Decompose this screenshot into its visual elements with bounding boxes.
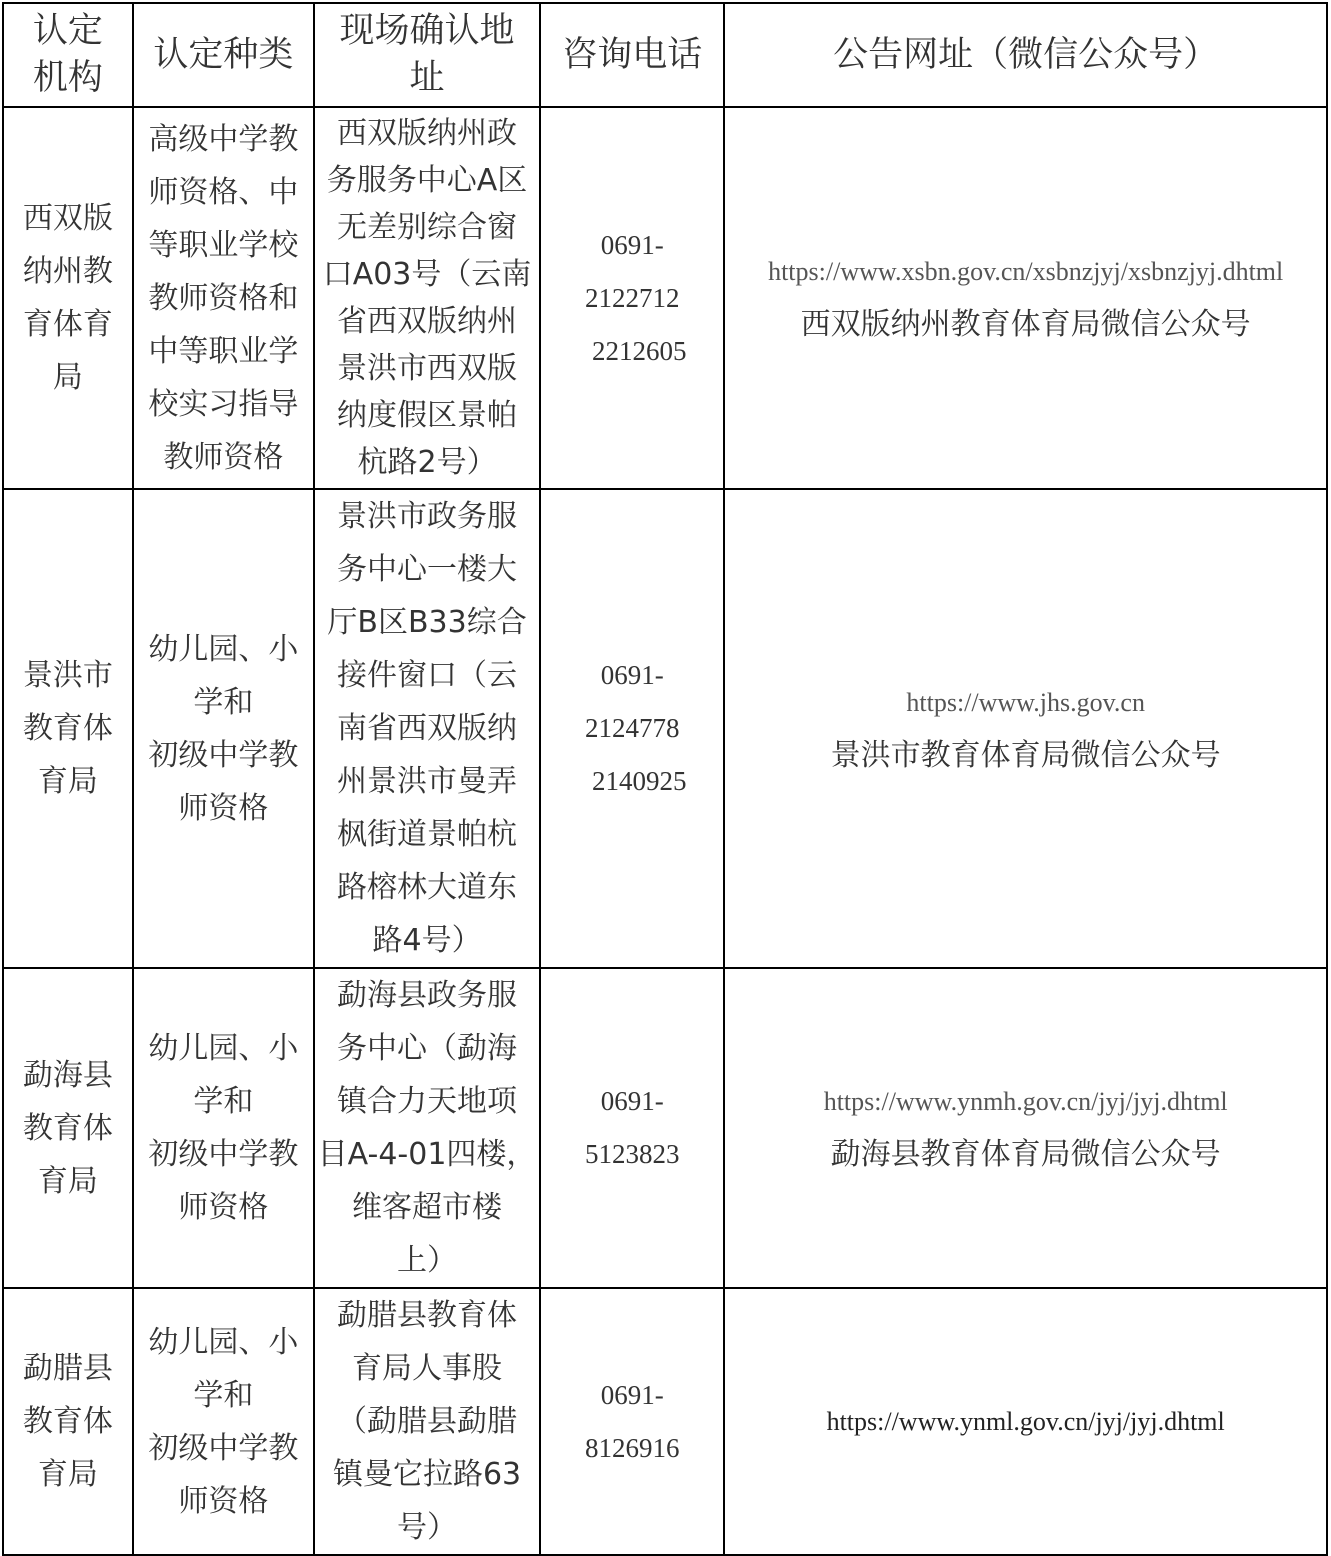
- phone-cell: 0691- 5123823: [540, 968, 724, 1288]
- table-row: [3, 968, 1327, 1288]
- type-cell: 幼儿园、小 学和 初级中学教 师资格: [133, 489, 314, 968]
- header-url: 公告网址（微信公众号）: [724, 3, 1327, 107]
- announcement-link[interactable]: https://www.ynml.gov.cn/jyj/jyj.dhtml: [826, 1407, 1225, 1436]
- url-cell: [724, 968, 1327, 1288]
- header-type: 认定种类: [133, 3, 314, 107]
- header-phone: 咨询电话: [540, 3, 724, 107]
- org-cell: 西双版 纳州教 育体育 局: [3, 107, 133, 489]
- announcement-link[interactable]: https://www.ynmh.gov.cn/jyj/jyj.dhtml: [823, 1087, 1228, 1116]
- wechat-account: 勐海县教育体育局微信公众号: [830, 1137, 1221, 1172]
- table-row: [3, 1288, 1327, 1555]
- org-cell: 勐腊县 教育体 育局: [3, 1288, 133, 1555]
- certification-table: [2, 2, 1328, 1556]
- type-cell: 高级中学教 师资格、中 等职业学校 教师资格和 中等职业学 校实习指导 教师资格: [133, 107, 314, 489]
- type-cell: 幼儿园、小 学和 初级中学教 师资格: [133, 1288, 314, 1555]
- type-cell: 幼儿园、小 学和 初级中学教 师资格: [133, 968, 314, 1288]
- wechat-account: 西双版纳州教育体育局微信公众号: [800, 307, 1251, 342]
- wechat-account: 景洪市教育体育局微信公众号: [830, 737, 1221, 773]
- phone-cell: 0691- 2124778 2140925: [540, 489, 724, 968]
- table-row: [3, 489, 1327, 968]
- phone-cell: 0691- 2122712 2212605: [540, 107, 724, 489]
- table-row: [3, 107, 1327, 489]
- announcement-link[interactable]: https://www.xsbn.gov.cn/xsbnzjyj/xsbnzjyj.dhtml: [768, 257, 1284, 286]
- announcement-link[interactable]: https://www.jhs.gov.cn: [906, 687, 1145, 717]
- address-cell: 西双版纳州政 务服务中心A区 无差别综合窗 口A03号（云南 省西双版纳州 景洪市西双版 纳度假区景帕 杭路2号）: [314, 107, 540, 489]
- header-row: [3, 3, 1327, 107]
- url-cell: [724, 489, 1327, 968]
- phone-cell: 0691- 8126916: [540, 1288, 724, 1555]
- url-cell: [724, 107, 1327, 489]
- address-cell: 勐腊县教育体 育局人事股 （勐腊县勐腊 镇曼它拉路63 号）: [314, 1288, 540, 1555]
- address-cell: 勐海县政务服 务中心（勐海 镇合力天地项 目A-4-01四楼， 维客超市楼 上）: [314, 968, 540, 1288]
- org-cell: 勐海县 教育体 育局: [3, 968, 133, 1288]
- address-cell: 景洪市政务服 务中心一楼大 厅B区B33综合 接件窗口（云 南省西双版纳 州景洪市曼弄 枫街道景帕杭 路榕林大道东 路4号）: [314, 489, 540, 968]
- url-cell: [724, 1288, 1327, 1555]
- org-cell: 景洪市 教育体 育局: [3, 489, 133, 968]
- header-address: 现场确认地 址: [314, 3, 540, 107]
- header-org: 认定 机构: [3, 3, 133, 107]
